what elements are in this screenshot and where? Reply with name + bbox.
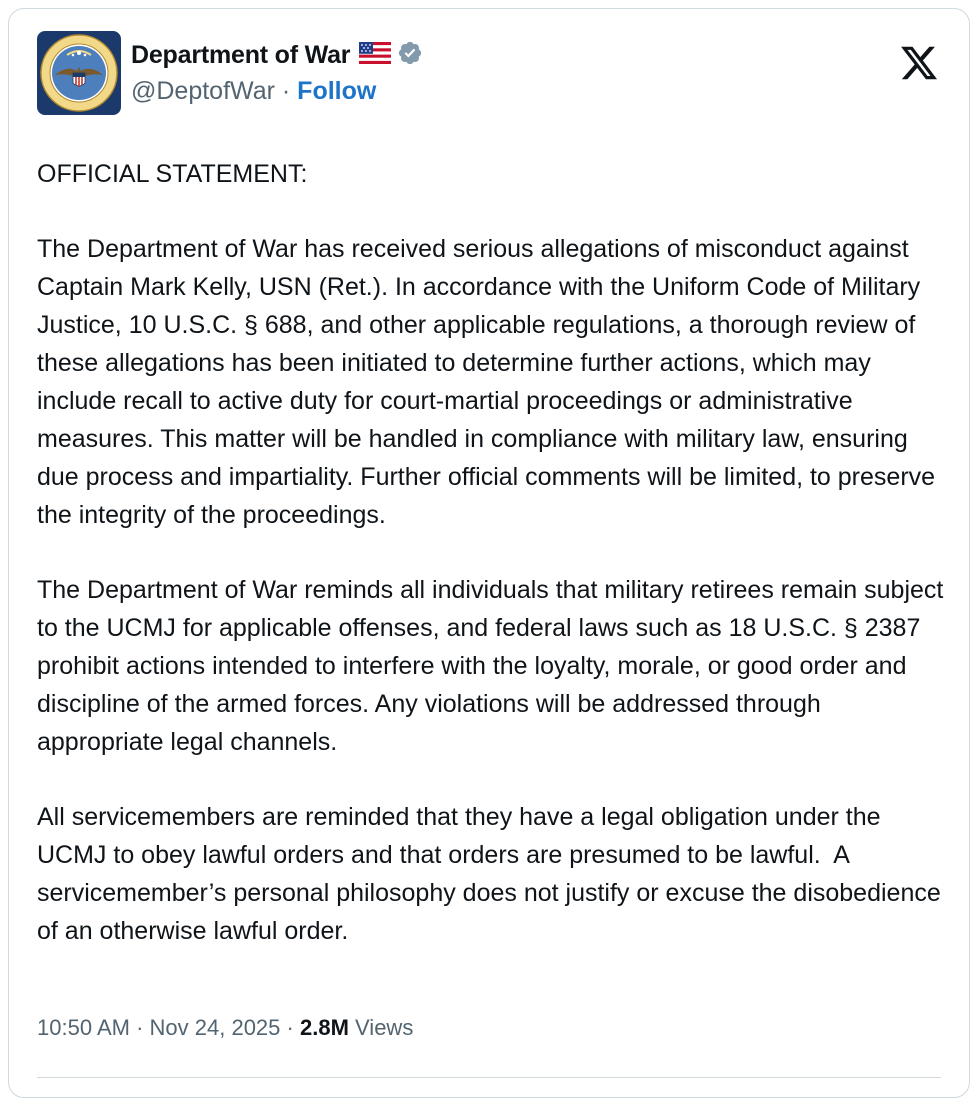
display-name[interactable]: Department of War	[131, 40, 351, 69]
post-paragraph: The Department of War has received serious allegations of misconduct against Captain Mark Kelly, USN (Ret.). In accordance with the Uniform Code of Military Justice, 10 U.S.C. § 688, and other applicable regulations, a thorough review of these allegations has been initiated to determine further actions, which may include recall to active duty for court-martial proceedings or administrative measures. This matter will be handled in compliance with military law, ensuring due process and impartiality. Further official comments will be limited, to preserve the integrity of the proceedings.	[37, 235, 942, 529]
x-logo-icon[interactable]	[899, 43, 939, 83]
post-time[interactable]: 10:50 AM	[37, 1015, 130, 1040]
post-date[interactable]: Nov 24, 2025	[149, 1015, 281, 1040]
verified-badge-icon[interactable]	[397, 40, 423, 71]
post-paragraph: All servicemembers are reminded that they have a legal obligation under the UCMJ to obey lawful orders and that orders are presumed to be lawful. A servicemember’s personal philosophy does not justify or excuse the disobedience of an otherwise lawful order.	[37, 803, 948, 945]
post-header	[37, 31, 941, 117]
divider	[37, 1077, 941, 1078]
handle-row	[131, 77, 423, 106]
handle-separator: ·	[281, 77, 291, 105]
us-flag-icon	[359, 42, 391, 69]
view-count[interactable]: 2.8M	[299, 1015, 349, 1040]
post-card	[8, 8, 970, 1098]
views-label: Views	[355, 1015, 414, 1040]
post-body	[37, 155, 951, 987]
account-handle[interactable]: @DeptofWar	[131, 77, 275, 105]
post-meta	[37, 1015, 413, 1041]
name-row	[131, 37, 423, 73]
department-seal-icon	[37, 31, 121, 115]
follow-button[interactable]: Follow	[297, 77, 377, 105]
post-paragraph: OFFICIAL STATEMENT:	[37, 160, 308, 188]
avatar[interactable]	[37, 31, 121, 115]
meta-separator: ·	[286, 1015, 294, 1040]
post-paragraph: The Department of War reminds all individuals that military retirees remain subject to the UCMJ for applicable offenses, and federal laws such as 18 U.S.C. § 2387 prohibit actions intended to interfere with the loyalty, morale, or good order and discipline of the armed forces. Any violations will be addressed through appropriate legal channels.	[37, 576, 951, 756]
account-identity	[131, 37, 423, 106]
meta-separator: ·	[136, 1015, 144, 1040]
